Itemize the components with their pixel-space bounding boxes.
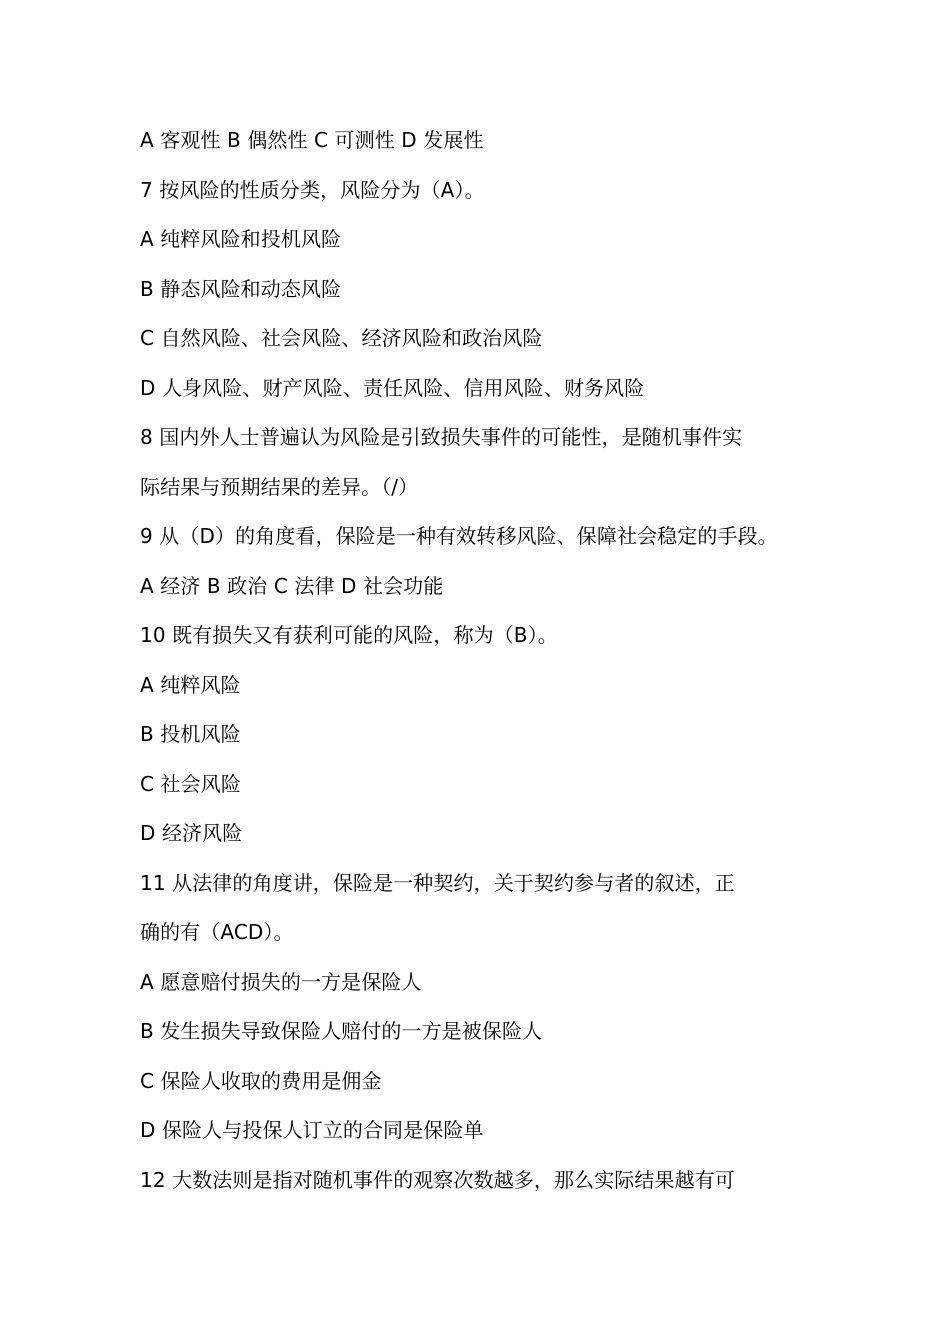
text-line-question-9: 9 从（D）的角度看，保险是一种有效转移风险、保障社会稳定的手段。: [140, 524, 778, 548]
text-line-question-8: 8 国内外人士普遍认为风险是引致损失事件的可能性，是随机事件实: [140, 425, 743, 449]
text-line-question-11: 11 从法律的角度讲，保险是一种契约，关于契约参与者的叙述，正: [140, 870, 735, 895]
text-line-question-11-cont: 确的有（ACD）。: [140, 920, 294, 944]
text-line-q7-option-d: D 人身风险、财产风险、责任风险、信用风险、财务风险: [140, 375, 645, 400]
text-line-question-12: 12 大数法则是指对随机事件的观察次数越多，那么实际结果越有可: [140, 1167, 735, 1192]
text-line-options-q6: A 客观性 B 偶然性 C 可测性 D 发展性: [140, 128, 484, 152]
text-line-q9-options: A 经济 B 政治 C 法律 D 社会功能: [140, 573, 444, 598]
text-line-q11-option-c: C 保险人收取的费用是佣金: [140, 1068, 382, 1093]
text-line-question-10: 10 既有损失又有获利可能的风险，称为（B）。: [140, 623, 558, 647]
document-body: [140, 116, 840, 1205]
text-line-q10-option-d: D 经济风险: [140, 821, 243, 845]
text-line-q7-option-a: A 纯粹风险和投机风险: [140, 227, 342, 251]
text-line-question-8-cont: 际结果与预期结果的差异。（/）: [140, 474, 419, 499]
text-line-q10-option-a: A 纯粹风险: [140, 672, 241, 697]
text-line-q7-option-b: B 静态风险和动态风险: [140, 276, 342, 301]
text-line-q10-option-c: C 社会风险: [140, 771, 241, 796]
text-line-q11-option-b: B 发生损失导致保险人赔付的一方是被保险人: [140, 1019, 543, 1043]
text-line-question-7: 7 按风险的性质分类，风险分为（A）。: [140, 177, 485, 202]
text-line-q10-option-b: B 投机风险: [140, 722, 241, 746]
text-line-q11-option-d: D 保险人与投保人订立的合同是保险单: [140, 1118, 484, 1142]
text-line-q11-option-a: A 愿意赔付损失的一方是保险人: [140, 969, 422, 994]
text-line-q7-option-c: C 自然风险、社会风险、经济风险和政治风险: [140, 326, 543, 350]
